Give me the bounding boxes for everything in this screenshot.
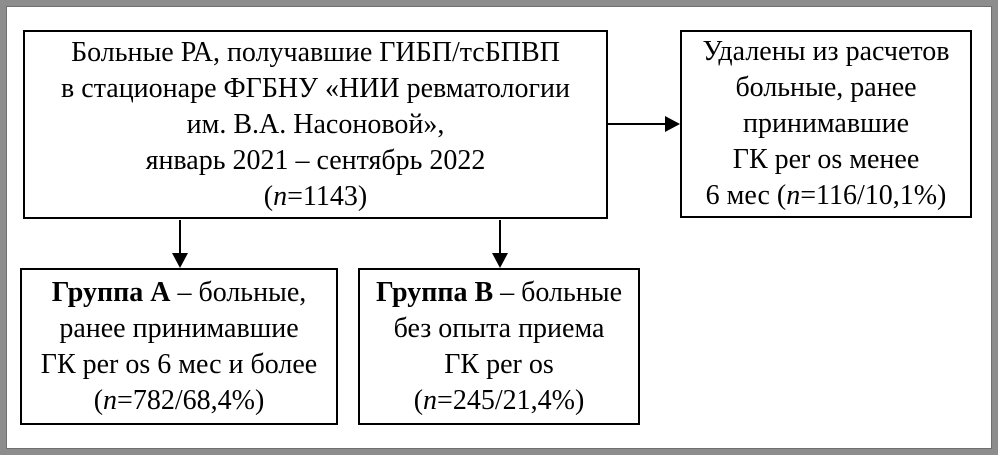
text-line: ранее принимавшие [59,312,299,344]
sample-size-line [94,383,265,419]
text-line: январь 2021 – сентябрь 2022 [145,144,486,176]
arrow-source-to-group-b-icon [491,220,509,268]
group-title-line [376,275,622,311]
count-prefix: ( [93,384,104,416]
text-line: больные, ранее [735,72,917,103]
text-line: им. В.А. Насоновой», [186,108,445,140]
group-title-rest: – больные, [170,276,307,308]
arrowhead-down-icon [172,253,188,268]
count-prefix: ( [413,384,424,416]
arrow-source-to-group-a-icon [171,220,189,268]
text-line: в стационаре ФГБНУ «НИИ ревматологии [61,72,570,104]
count-suffix: =116/10,1%) [800,180,947,211]
count-suffix: =1143) [287,180,368,212]
text-line: ГК per os 6 мес и более [40,348,318,380]
text-line: без опыта приема [393,312,605,344]
group-title-rest: – больные [493,276,623,308]
count-prefix: 6 мес ( [705,180,787,211]
text-line: Удалены из расчетов [702,36,950,67]
n-variable: n [786,180,801,211]
group-b-box [358,268,640,425]
source-cohort-box [23,30,608,219]
count-suffix: =245/21,4%) [437,384,585,416]
arrow-shaft [499,220,501,255]
text-line: принимавшие [742,108,910,139]
group-a-box [20,268,338,425]
arrowhead-right-icon [665,116,680,132]
count-suffix: =782/68,4%) [117,384,265,416]
excluded-patients-box [680,30,972,218]
arrow-source-to-excluded-icon [608,116,680,132]
group-b-label: Группа В [375,276,494,308]
n-variable: n [423,384,438,416]
group-title-line [52,275,307,311]
n-variable: n [103,384,118,416]
sample-size-line [706,178,947,214]
text-line: ГК per os менее [732,144,920,175]
count-prefix: ( [263,180,274,212]
sample-size-line [264,179,367,215]
arrow-shaft [608,123,667,125]
text-line: Больные РА, получавшие ГИБП/тсБПВП [71,36,560,68]
sample-size-line [414,383,585,419]
arrowhead-down-icon [492,253,508,268]
group-a-label: Группа А [51,276,171,308]
arrow-shaft [179,220,181,255]
text-line: ГК per os [444,348,554,380]
n-variable: n [273,180,288,212]
